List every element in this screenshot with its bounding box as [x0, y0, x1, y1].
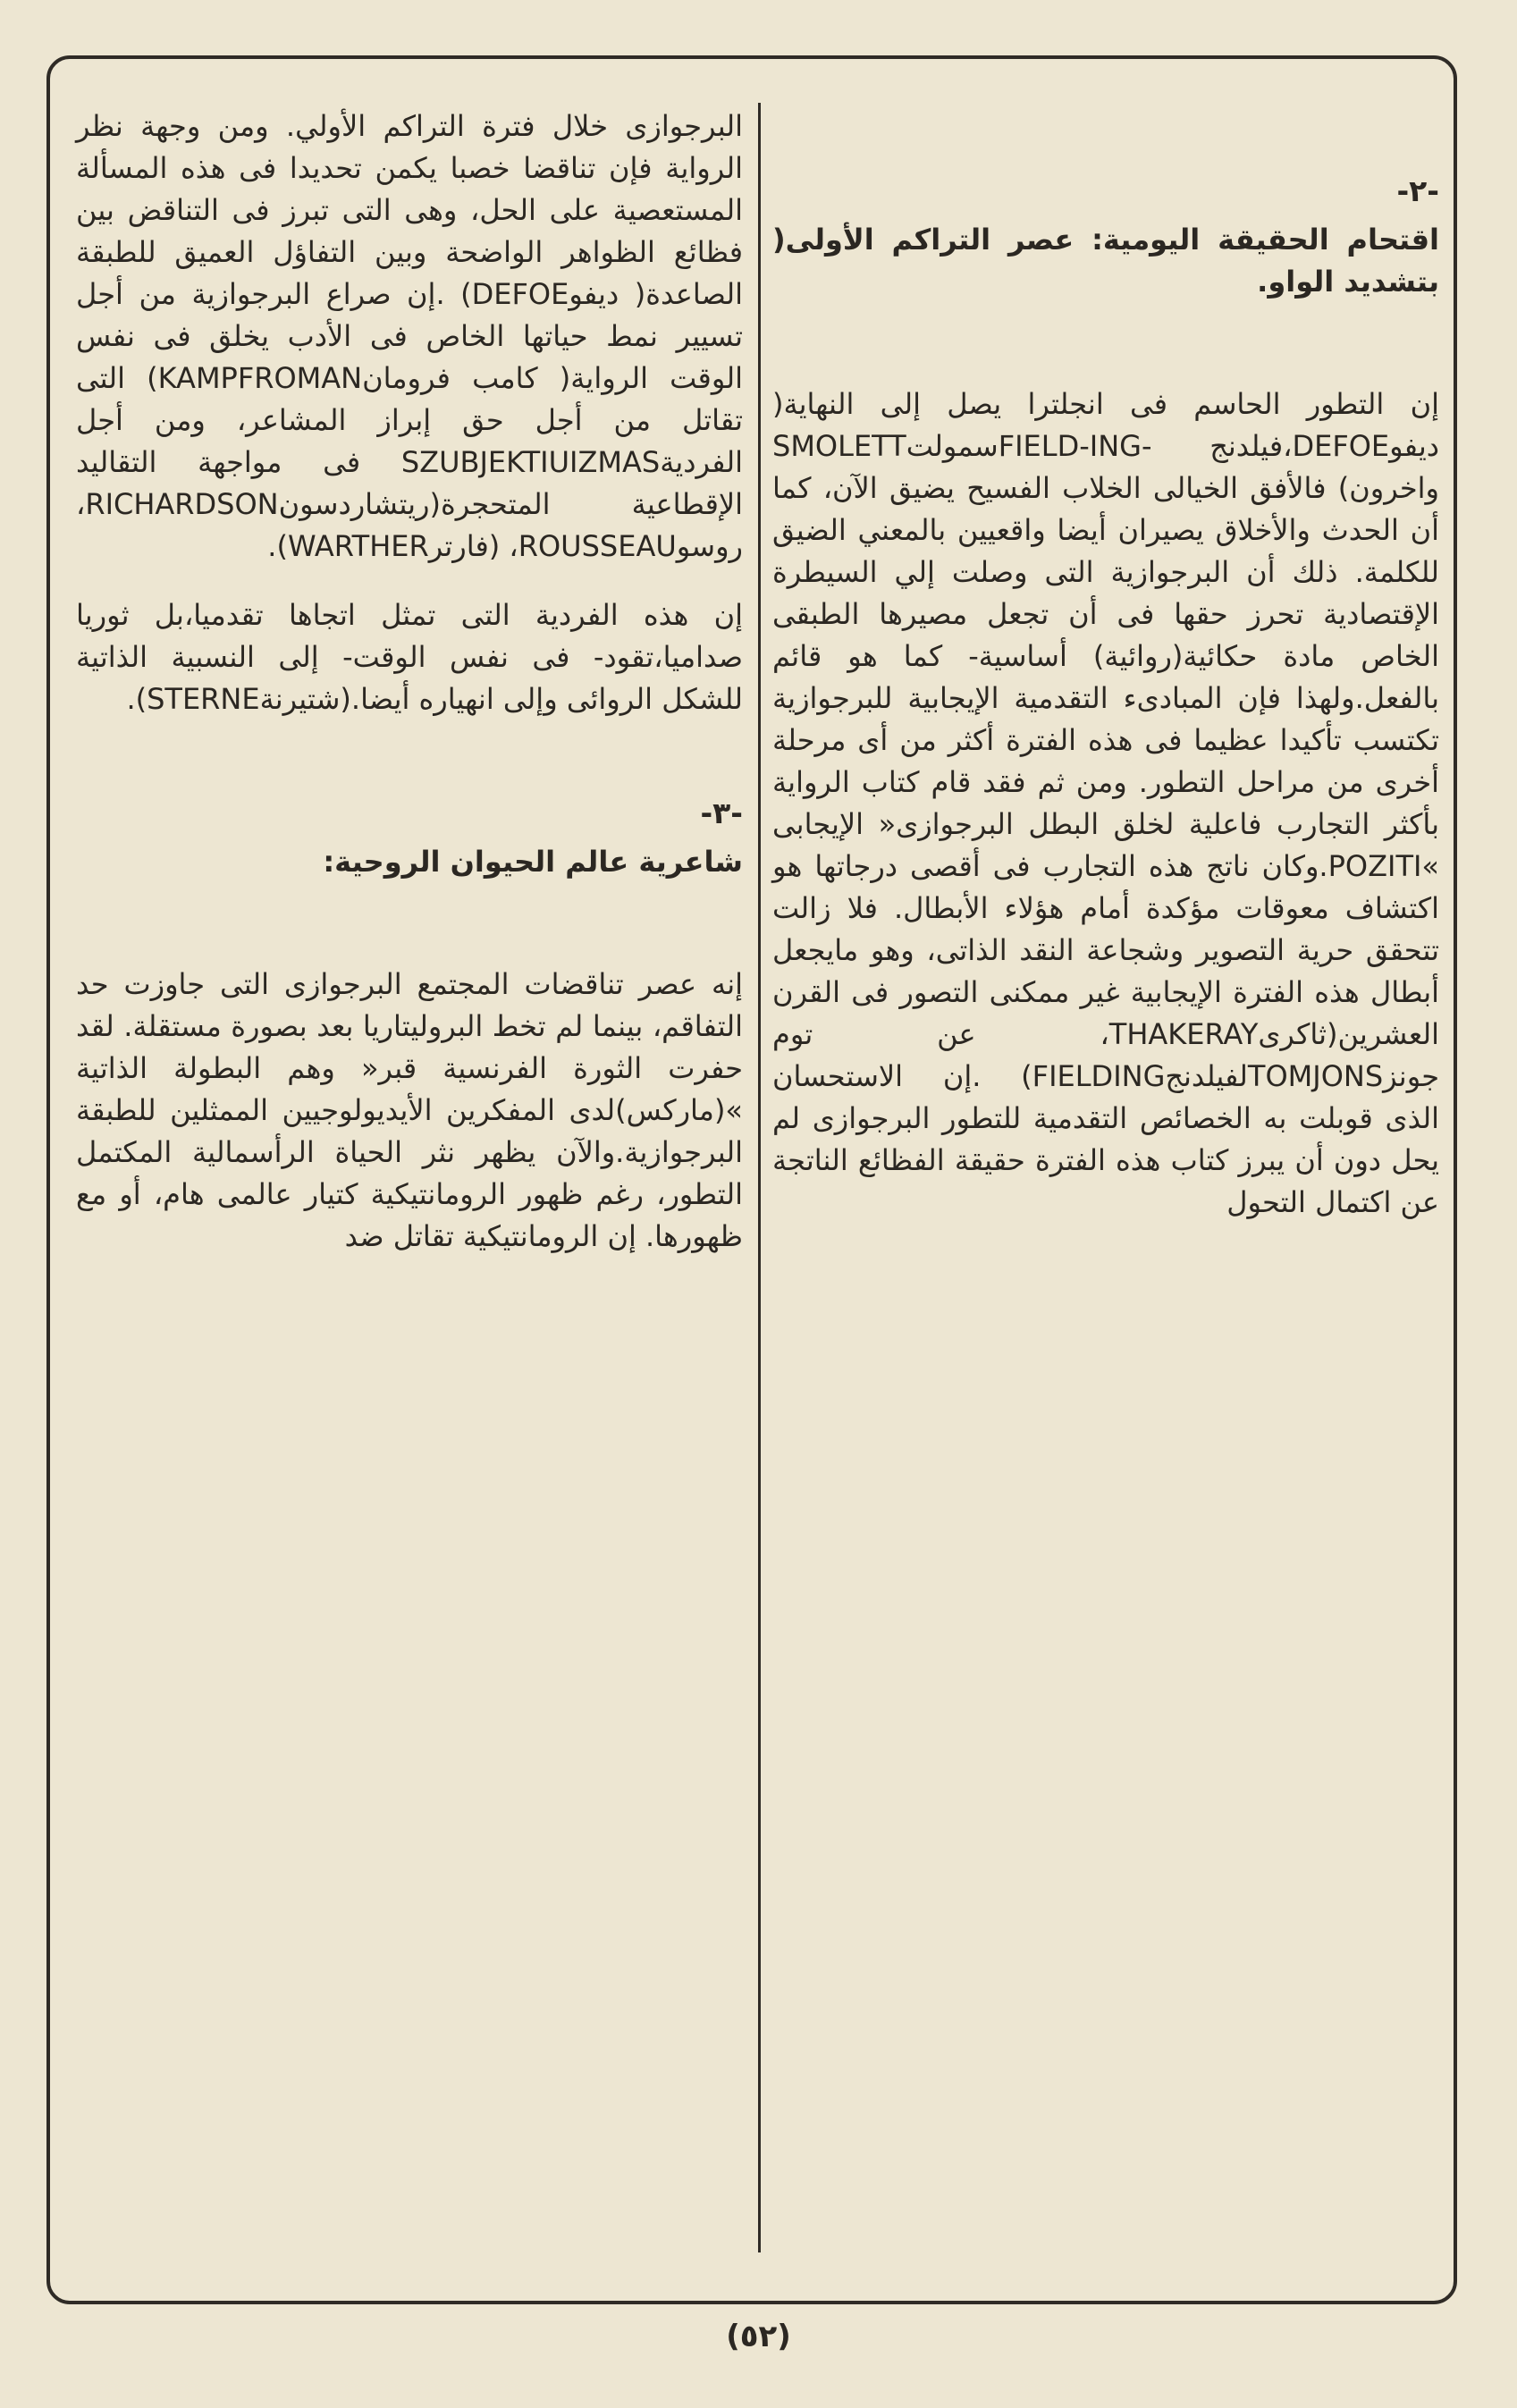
- left-column: [76, 105, 743, 1258]
- paragraph-right-1: إن التطور الحاسم فى انجلترا يصل إلى النهاية( ديفوDEFOE،فيلدنج -FIELD-INGسمولتSMOLETT واخرون) فالأفق الخيالى الخلاب الفسيح يضيق الآن، كما أن الحدث والأخلاق يصيران أيضا واقعيين بالمعني الضيق للكلمة. ذلك أن البرجوازية التى وصلت إلي السيطرة الإقتصادية تحرز حقها فى أن تجعل مصيرها الطبقى الخاص مادة حكائية(روائية) أساسية- كما هو قائم بالفعل.ولهذا فإن المبادىء التقدمية الإيجابية للبرجوازية تكتسب تأكيدا عظيما فى هذه الفترة أكثر من أى مرحلة أخرى من مراحل التطور. ومن ثم فقد قام كتاب الرواية بأكثر التجارب فاعلية لخلق البطل البرجوازى« الإيجابى »POZITI.وكان ناتج هذه التجارب فى أقصى درجاتها هو اكتشاف معوقات مؤكدة أمام هؤلاء الأبطال. فلا زالت تتحقق حرية التصوير وشجاعة النقد الذاتى، وهو مايجعل أبطال هذه الفترة الإيجابية غير ممكنى التصور فى القرن العشرين(ثاكرىTHAKERAY، عن توم جونزTOMJONSلفيلدنجFIELDING) .إن الاستحسان الذى قوبلت به الخصائص التقدمية للتطور البرجوازى لم يحل دون أن يبرز كتاب هذه الفترة حقيقة الفظائع الناتجة عن اكتمال التحول: [772, 387, 1439, 1219]
- page-number: (٥٢): [726, 2319, 791, 2354]
- section-number-2: -٢-: [1396, 173, 1439, 208]
- column-divider: [758, 103, 761, 2252]
- section-heading-3: شاعرية عالم الحيوان الروحية:: [323, 845, 743, 879]
- paragraph-left-3: إنه عصر تناقضات المجتمع البرجوازى التى جاوزت حد التفاقم، بينما لم تخط البروليتاريا بعد بصورة مستقلة. لقد حفرت الثورة الفرنسية قبر« وهم البطولة الذاتية »(ماركس)لدى المفكرين الأيديولوجيين الممثلين للطبقة البرجوازية.والآن يظهر نثر الحياة الرأسمالية المكتمل التطور، رغم ظهور الرومانتيكية كتيار عالمى هام، أو مع ظهورها. إن الرومانتيكية تقاتل ضد: [76, 967, 743, 1253]
- paragraph-left-2: إن هذه الفردية التى تمثل اتجاها تقدميا،بل ثوريا صداميا،تقود- فى نفس الوقت- إلى النسبية الذاتية للشكل الروائى وإلى انهياره أيضا.(شتيرنةSTERNE).: [76, 598, 743, 716]
- section-heading-2: اقتحام الحقيقة اليومية: عصر التراكم الأولى( بتشديد الواو.: [772, 223, 1439, 299]
- section-number-3: -٣-: [700, 796, 743, 830]
- paragraph-left-1: البرجوازى خلال فترة التراكم الأولي. ومن وجهة نظر الرواية فإن تناقضا خصبا يكمن تحديدا فى هذه المسألة المستعصية على الحل، وهى التى تبرز فى التناقض بين فظائع الظواهر الواضحة وبين التفاؤل العميق للطبقة الصاعدة( ديفوDEFOE) .إن صراع البرجوازية من أجل تسيير نمط حياتها الخاص فى الأدب يخلق فى نفس الوقت الرواية( كامب فرومانKAMPFROMAN) التى تقاتل من أجل حق إبراز المشاعر، ومن أجل الفرديةSZUBJEKTIUIZMAS فى مواجهة التقاليد الإقطاعية المتحجرة(ريتشاردسونRICHARDSON، روسوROUSSEAU، (فارترWARTHER).: [76, 109, 744, 563]
- right-column: [772, 105, 1439, 1224]
